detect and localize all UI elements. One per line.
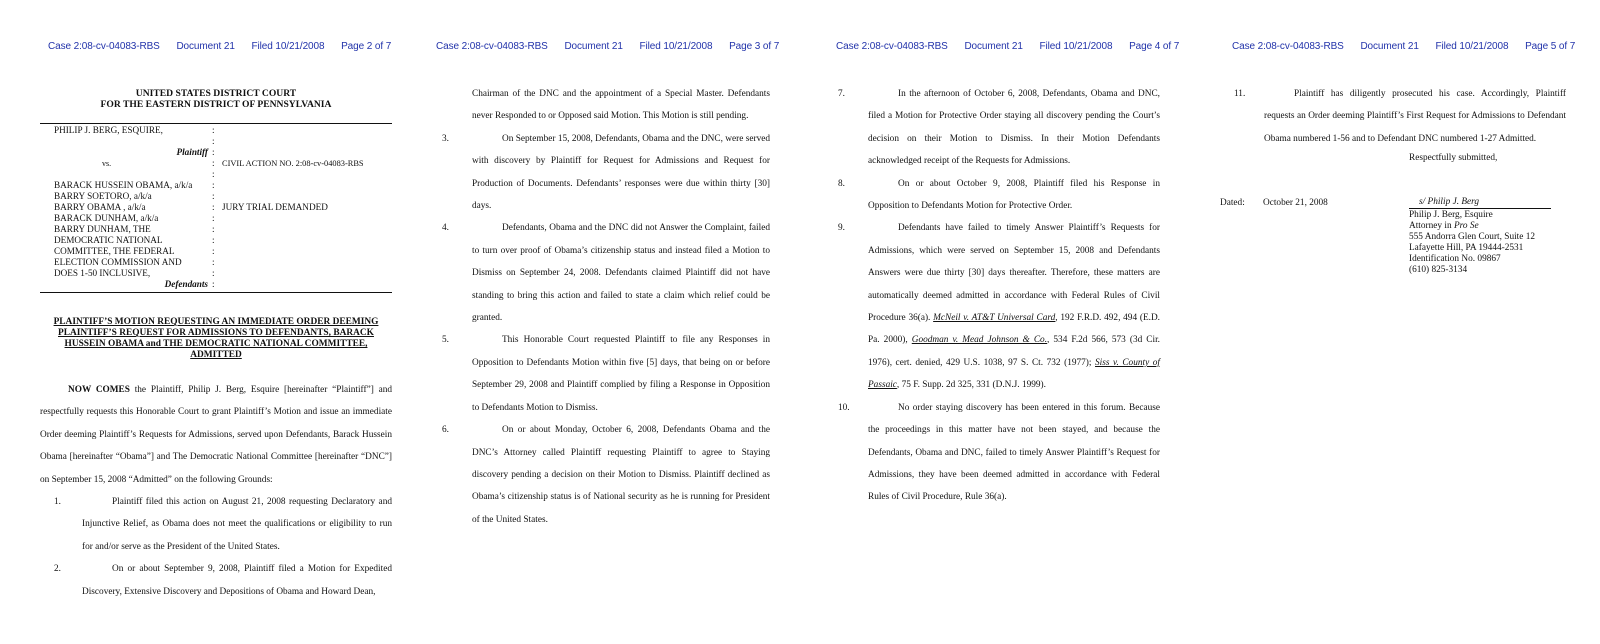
- paragraph-number: 3.: [442, 133, 449, 144]
- caption-left: DOES 1-50 INCLUSIVE,: [54, 268, 151, 278]
- paragraph-number: 5.: [442, 335, 449, 346]
- caption-row: [40, 202, 392, 213]
- caption-colon: :: [212, 180, 215, 190]
- attorney-role: [1409, 221, 1535, 232]
- intro-paragraph: [40, 379, 392, 491]
- caption-colon: :: [212, 224, 215, 234]
- court-line-2: FOR THE EASTERN DISTRICT OF PENNSYLVANIA: [100, 99, 332, 110]
- paragraph-number: 8.: [838, 178, 845, 189]
- caption-row: [40, 213, 392, 224]
- caption-right: [222, 257, 392, 268]
- caption-colon: :: [212, 191, 215, 201]
- caption-left: BARRY DUNHAM, THE: [54, 224, 151, 234]
- paragraph-text-part: , 75 F. Supp. 2d 325, 331 (D.N.J. 1999).: [896, 380, 1046, 391]
- filed-date: Filed 10/21/2008: [639, 41, 713, 52]
- caption-row: [40, 180, 392, 191]
- caption-colon: :: [212, 202, 215, 212]
- attorney-name: Philip J. Berg, Esquire: [1409, 210, 1493, 220]
- case-citation: Siss v. County of Passaic: [868, 357, 1160, 391]
- caption-right: [222, 125, 392, 136]
- ecf-header: [436, 41, 779, 52]
- case-citation: Goodman v. Mead Johnson & Co.: [911, 335, 1048, 346]
- numbered-paragraph: [428, 217, 770, 329]
- paragraph-number: 6.: [442, 425, 449, 436]
- caption-right: [222, 147, 392, 158]
- caption-plaintiff: Plaintiff: [176, 147, 208, 157]
- caption-defendants: Defendants: [164, 279, 208, 289]
- numbered-paragraph: [40, 558, 392, 603]
- court-heading: [40, 88, 392, 110]
- caption-right: [222, 268, 392, 279]
- paragraph-text: No order staying discovery has been entered in this forum. Because the proceedings in this matter have not been stayed, and because the Defendants, Obama and DNC, failed to timely Answer Plaintiff’s Request for Admissions, they have been deemed admitted in accordance with Federal Rules of Civil Procedure, Rule 36(a).: [868, 402, 1160, 503]
- paragraph-number: 10.: [838, 402, 850, 413]
- civil-action-number: CIVIL ACTION NO. 2:08-cv-04083-RBS: [222, 159, 364, 168]
- caption-right: [222, 180, 392, 191]
- caption-row: [40, 147, 392, 158]
- signature-block: [1409, 210, 1535, 276]
- caption-left: BARACK DUNHAM, a/k/a: [54, 213, 159, 223]
- paragraph-text: On or about September 9, 2008, Plaintiff filed a Motion for Expedited Discovery, Extensive Discovery and Depositions of Obama and Howard Dean,: [82, 564, 392, 597]
- jury-trial-demanded: JURY TRIAL DEMANDED: [222, 202, 328, 212]
- caption-left: ELECTION COMMISSION AND: [54, 257, 182, 267]
- caption-row: [40, 191, 392, 202]
- identification-number: Identification No. 09867: [1409, 254, 1501, 264]
- caption-colon: :: [212, 257, 215, 267]
- caption-right: [222, 224, 392, 235]
- address-line-1: 555 Andorra Glen Court, Suite 12: [1409, 232, 1536, 242]
- phone-number: (610) 825-3134: [1409, 265, 1468, 275]
- case-number: Case 2:08-cv-04083-RBS: [48, 41, 160, 52]
- caption-row: [40, 268, 392, 279]
- page-2: [0, 0, 400, 644]
- caption-row: [40, 158, 392, 169]
- caption-left: COMMITTEE, THE FEDERAL: [54, 246, 175, 256]
- case-number: Case 2:08-cv-04083-RBS: [436, 41, 548, 52]
- page-5-body: [1220, 83, 1566, 150]
- caption-colon: :: [212, 136, 215, 146]
- page-3: [400, 0, 800, 644]
- numbered-paragraph: [428, 419, 770, 531]
- dated-label: Dated:: [1220, 198, 1245, 208]
- caption-right: [222, 235, 392, 246]
- page-3-body: [428, 83, 770, 531]
- paragraph-number: 9.: [838, 223, 845, 234]
- page-4: [800, 0, 1200, 644]
- pro-se: Pro Se: [1453, 221, 1479, 231]
- caption-row: [40, 224, 392, 235]
- caption-right: [222, 169, 392, 180]
- paragraph-text: On or about October 9, 2008, Plaintiff filed his Response in Opposition to Defendants Motion for Protective Order.: [868, 178, 1160, 212]
- signature-date: October 21, 2008: [1263, 198, 1328, 208]
- caption-right: [222, 213, 392, 224]
- ecf-header: [1232, 41, 1575, 52]
- caption-right: [222, 279, 392, 290]
- paragraph-number: 1.: [54, 497, 61, 508]
- caption-row: [40, 136, 392, 147]
- caption-right: [222, 136, 392, 147]
- page-number: Page 5 of 7: [1525, 41, 1576, 52]
- caption-left: PHILIP J. BERG, ESQUIRE,: [54, 125, 163, 135]
- paragraph-text: Plaintiff has diligently prosecuted his case. Accordingly, Plaintiff requests an Order deeming Plaintiff’s First Request for Admissions to Defendant Obama numbered 1-56 and to Defendant DNC numbered 1-27 Admitted.: [1264, 89, 1566, 144]
- page-2-body: [40, 379, 392, 603]
- paragraph-number: 4.: [442, 223, 449, 234]
- paragraph-number: 7.: [838, 89, 845, 99]
- paragraph-number: 11.: [1234, 89, 1246, 99]
- caption-left: [40, 136, 212, 147]
- caption-left: BARRY OBAMA , a/k/a: [54, 202, 146, 212]
- caption-left: [40, 169, 212, 180]
- case-number: Case 2:08-cv-04083-RBS: [1232, 41, 1344, 52]
- caption-right: [222, 191, 392, 202]
- paragraph-text-part: Defendants have failed to timely Answer Plaintiff’s Requests for Admissions, which were served on September 15, 2008 and Defendants Answers were due thirty [30] days thereafter. Therefore, these matters are automatically deemed admitted in accordance with Federal Rules of Civil Procedure 36(a).: [868, 223, 1160, 324]
- document-number: Document 21: [964, 41, 1023, 52]
- caption-right: [222, 246, 392, 257]
- electronic-signature: s/ Philip J. Berg: [1409, 197, 1551, 209]
- case-citation: McNeil v. AT&T Universal Card: [933, 313, 1056, 324]
- caption-colon: :: [212, 158, 215, 168]
- page-number: Page 2 of 7: [341, 41, 392, 52]
- court-line-1: UNITED STATES DISTRICT COURT: [135, 88, 297, 99]
- caption-row: [40, 125, 392, 136]
- paragraph-number-spacer: [428, 83, 472, 128]
- ecf-header: [836, 41, 1179, 52]
- paragraph-text-part: , 192 F.R.D. 492, 494 (E.D. Pa. 2000),: [868, 313, 1160, 346]
- paragraph-text: On or about Monday, October 6, 2008, Defendants Obama and the DNC’s Attorney called Plaintiff requesting Plaintiff to agree to Staying discovery pending a decision on their Motion to Dismiss. Plaintiff declined as Obama’s citizenship status is of National security as he is running for President of the United States.: [472, 425, 770, 525]
- case-number: Case 2:08-cv-04083-RBS: [836, 41, 948, 52]
- caption-colon: :: [212, 147, 215, 157]
- numbered-paragraph: [1220, 83, 1566, 150]
- page-number: Page 3 of 7: [729, 41, 780, 52]
- caption-colon: :: [212, 279, 215, 289]
- now-comes: NOW COMES: [68, 385, 130, 395]
- caption-colon: :: [212, 125, 215, 135]
- paragraph-text: Chairman of the DNC and the appointment of a Special Master. Defendants never Responded to or Opposed said Motion. This Motion is still pending.: [472, 89, 770, 122]
- intro-text: the Plaintiff, Philip J. Berg, Esquire [hereinafter “Plaintiff”] and respectfully requests this Honorable Court to grant Plaintiff’s Motion and issue an immediate Order deeming Plaintiff’s Requests for Admissions, served upon Defendants, Barack Hussein Obama [hereinafter “Obama”] and The Democratic National Committee [hereinafter “DNC”] on September 15, 2008 “Admitted” on the following Grounds:: [40, 385, 392, 485]
- caption-colon: :: [212, 169, 215, 179]
- caption-row: [40, 169, 392, 180]
- numbered-paragraph: [824, 217, 1160, 396]
- paragraph-number: 2.: [54, 564, 61, 575]
- caption-colon: :: [212, 268, 215, 278]
- motion-title: PLAINTIFF’S MOTION REQUESTING AN IMMEDIATE ORDER DEEMING PLAINTIFF’S REQUEST FOR ADMISSIONS TO DEFENDANTS, BARACK HUSSEIN OBAMA and THE DEMOCRATIC NATIONAL COMMITTEE, ADMITTED: [53, 317, 379, 360]
- caption-left: BARACK HUSSEIN OBAMA, a/k/a: [54, 180, 193, 190]
- continuation-paragraph: [428, 83, 770, 128]
- numbered-paragraph: [428, 329, 770, 419]
- numbered-paragraph: [824, 397, 1160, 509]
- document-number: Document 21: [564, 41, 623, 52]
- paragraph-text: This Honorable Court requested Plaintiff to file any Responses in Opposition to Defendants Motion within five [5] days, that being on or before September 29, 2008 and Plaintiff complied by filing a Response in Opposition to Defendants Motion to Dismiss.: [472, 335, 770, 413]
- paragraph-text: Plaintiff filed this action on August 21, 2008 requesting Declaratory and Injunctive Relief, as Obama does not meet the qualifications or eligibility to run for and/or serve as the President of the United States.: [82, 497, 392, 552]
- closing: Respectfully submitted,: [1409, 153, 1498, 163]
- address-line-2: Lafayette Hill, PA 19444-2531: [1409, 243, 1524, 253]
- numbered-paragraph: [824, 83, 1160, 173]
- document-number: Document 21: [1360, 41, 1419, 52]
- paragraph-text: In the afternoon of October 6, 2008, Defendants, Obama and DNC, filed a Motion for Protective Order staying all discovery pending the Court’s decision on their Motion to Dismiss. In their Motion Defendants acknowledged receipt of the Requests for Admissions.: [868, 89, 1160, 167]
- paragraph-text: On September 15, 2008, Defendants, Obama and the DNC, were served with discovery by Plaintiff for Request for Admissions and Request for Production of Documents. Defendants’ responses were due within thirty [30] days.: [472, 133, 770, 212]
- caption-colon: :: [212, 246, 215, 256]
- numbered-paragraph: [824, 173, 1160, 218]
- ecf-header: [48, 41, 391, 52]
- caption-left: BARRY SOETORO, a/k/a: [54, 191, 152, 201]
- filed-date: Filed 10/21/2008: [1039, 41, 1113, 52]
- filed-date: Filed 10/21/2008: [251, 41, 325, 52]
- caption-row: [40, 257, 392, 268]
- caption-row: [40, 279, 392, 290]
- numbered-paragraph: [428, 128, 770, 218]
- numbered-paragraph: [40, 491, 392, 558]
- page-number: Page 4 of 7: [1129, 41, 1180, 52]
- page-4-body: [824, 83, 1160, 509]
- paragraph-text: [868, 217, 1160, 396]
- caption-colon: :: [212, 213, 215, 223]
- document-number: Document 21: [176, 41, 235, 52]
- caption-left: DEMOCRATIC NATIONAL: [54, 235, 163, 245]
- caption-row: [40, 246, 392, 257]
- attorney-role-prefix: Attorney in: [1409, 221, 1454, 231]
- case-caption: [40, 123, 392, 293]
- caption-vs: vs.: [102, 159, 112, 168]
- paragraph-text: Defendants, Obama and the DNC did not Answer the Complaint, failed to turn over proof of Obama’s citizenship status and instead filed a Motion to Dismiss on September 24, 2008. Defendants claimed Plaintiff did not have standing to bring this action and failed to state a claim which relief could be granted.: [472, 223, 770, 324]
- filed-date: Filed 10/21/2008: [1435, 41, 1509, 52]
- caption-row: [40, 235, 392, 246]
- paragraph-text-part: , 534 F.2d 566, 573 (3d Cir. 1976), cert. denied, 429 U.S. 1038, 97 S. Ct. 732 (1977);: [868, 335, 1160, 368]
- page-5: [1200, 0, 1600, 644]
- caption-colon: :: [212, 235, 215, 245]
